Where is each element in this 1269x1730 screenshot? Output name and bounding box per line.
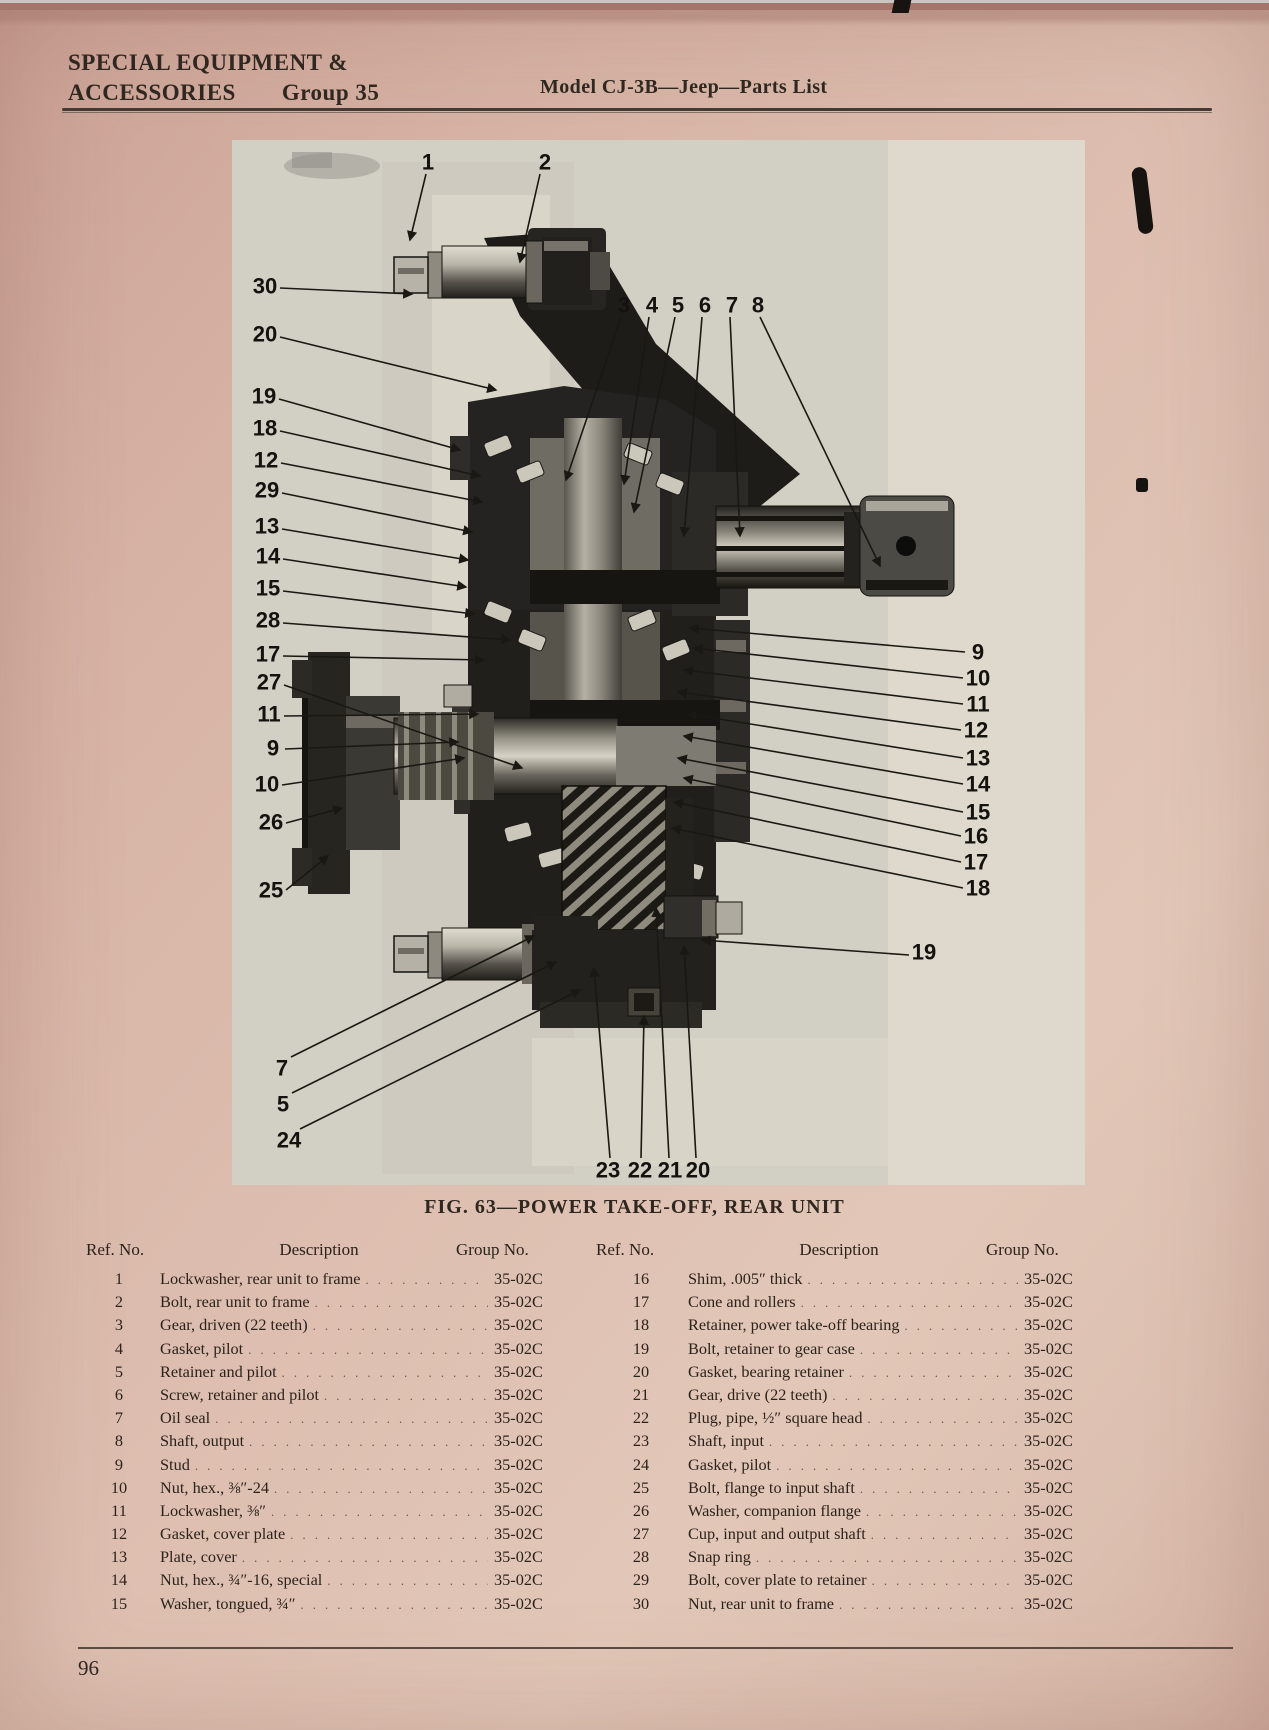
table-row xyxy=(80,1362,560,1385)
ref-no: 29 xyxy=(632,1570,650,1590)
dot-leader xyxy=(839,1598,1018,1613)
group-no: 35-02C xyxy=(1024,1431,1073,1451)
table-row xyxy=(596,1455,1094,1478)
group-no: 35-02C xyxy=(1024,1570,1073,1590)
figure-callout-number: 14 xyxy=(965,771,991,797)
page-number: 96 xyxy=(78,1656,99,1680)
table-row xyxy=(596,1385,1094,1408)
group-no: 35-02C xyxy=(1024,1547,1073,1567)
part-description: Shaft, input xyxy=(688,1431,764,1451)
ref-no: 15 xyxy=(110,1593,128,1613)
header-rule xyxy=(62,108,1212,111)
figure-callout-number: 5 xyxy=(276,1091,290,1117)
figure-callout-number: 15 xyxy=(255,575,281,601)
figure-callout-number: 29 xyxy=(254,477,280,503)
figure-callout-number: 10 xyxy=(254,771,280,797)
ref-no: 4 xyxy=(114,1338,124,1358)
figure-callout-number: 13 xyxy=(965,745,991,771)
group-no: 35-02C xyxy=(1024,1477,1073,1497)
ref-no: 19 xyxy=(632,1338,650,1358)
figure-callout-number: 15 xyxy=(965,799,991,825)
table-row xyxy=(596,1408,1094,1431)
dot-leader xyxy=(866,1505,1018,1520)
group-no: 35-02C xyxy=(1024,1454,1073,1474)
part-description: Shaft, output xyxy=(160,1431,245,1451)
figure-callout-number: 27 xyxy=(256,669,282,695)
group-no: 35-02C xyxy=(494,1315,543,1335)
dot-leader xyxy=(832,1389,1018,1404)
figure-callout-number: 6 xyxy=(698,292,712,318)
figure-callout-number: 12 xyxy=(253,447,279,473)
part-description: Gasket, pilot xyxy=(160,1338,244,1358)
part-description: Screw, retainer and pilot xyxy=(160,1384,319,1404)
group-no: 35-02C xyxy=(494,1570,543,1590)
ref-no: 9 xyxy=(114,1454,124,1474)
ref-no: 10 xyxy=(110,1477,128,1497)
part-description: Oil seal xyxy=(160,1408,211,1428)
table-rows xyxy=(596,1269,1094,1617)
figure-callout-number: 16 xyxy=(963,823,989,849)
group-no: 35-02C xyxy=(494,1408,543,1428)
figure-callout-number: 4 xyxy=(645,292,659,318)
part-description: Lockwasher, rear unit to frame xyxy=(160,1269,361,1288)
dot-leader xyxy=(801,1296,1018,1311)
table-row xyxy=(80,1315,560,1338)
table-row xyxy=(80,1431,560,1454)
figure-callout-number: 28 xyxy=(255,607,281,633)
ref-no: 20 xyxy=(632,1361,650,1381)
ref-no: 16 xyxy=(632,1269,650,1288)
figure-callout-number: 8 xyxy=(751,292,765,318)
table-row xyxy=(596,1292,1094,1315)
figure-callout-number: 18 xyxy=(252,415,278,441)
dot-leader xyxy=(301,1598,489,1613)
dot-leader xyxy=(248,1343,488,1358)
table-row xyxy=(596,1362,1094,1385)
dot-leader xyxy=(905,1319,1018,1334)
ref-no: 6 xyxy=(114,1384,124,1404)
figure-callout-number: 22 xyxy=(627,1157,653,1183)
figure-callout-number: 11 xyxy=(966,691,990,717)
scan-edge-band xyxy=(0,0,1269,26)
group-no: 35-02C xyxy=(494,1524,543,1544)
figure-callout-number: 20 xyxy=(685,1157,711,1183)
group-no: 35-02C xyxy=(494,1431,543,1451)
col-header-description: Description xyxy=(799,1240,879,1259)
figure-callout-number: 24 xyxy=(276,1127,302,1153)
figure-callout-number: 18 xyxy=(965,875,991,901)
part-description: Stud xyxy=(160,1454,190,1474)
table-row xyxy=(596,1524,1094,1547)
parts-table-right xyxy=(596,1240,1094,1617)
table-header xyxy=(80,1240,560,1260)
ref-no: 8 xyxy=(114,1431,124,1451)
ref-no: 28 xyxy=(632,1547,650,1567)
ref-no: 1 xyxy=(114,1269,124,1288)
dot-leader xyxy=(860,1482,1018,1497)
table-row xyxy=(80,1339,560,1362)
col-header-ref: Ref. No. xyxy=(86,1240,145,1259)
figure-callout-number: 12 xyxy=(963,717,989,743)
footer-rule xyxy=(78,1647,1233,1649)
group-no: 35-02C xyxy=(494,1384,543,1404)
col-header-group: Group No. xyxy=(456,1240,529,1259)
part-description: Nut, hex., ⅜″-24 xyxy=(160,1477,269,1497)
table-row xyxy=(596,1594,1094,1617)
table-row xyxy=(80,1408,560,1431)
dot-leader xyxy=(195,1459,488,1474)
part-description: Lockwasher, ⅜″ xyxy=(160,1500,267,1520)
dot-leader xyxy=(282,1366,488,1381)
table-row xyxy=(596,1547,1094,1570)
figure-callout-number: 19 xyxy=(251,383,277,409)
figure-callout-number: 14 xyxy=(255,543,281,569)
part-description: Nut, rear unit to frame xyxy=(688,1593,835,1613)
col-header-description: Description xyxy=(279,1240,359,1259)
part-description: Bolt, flange to input shaft xyxy=(688,1477,855,1497)
page-title: Model CJ-3B—Jeep—Parts List xyxy=(540,76,828,98)
group-no: 35-02C xyxy=(494,1547,543,1567)
table-row xyxy=(80,1570,560,1593)
table-row xyxy=(596,1315,1094,1338)
group-no: 35-02C xyxy=(1024,1408,1073,1428)
scan-artifact-mark xyxy=(892,0,912,13)
figure-callout-number: 13 xyxy=(254,513,280,539)
figure-callout-number: 7 xyxy=(725,292,739,318)
table-row xyxy=(596,1570,1094,1593)
dot-leader xyxy=(776,1459,1018,1474)
group-no: 35-02C xyxy=(1024,1315,1073,1335)
group-no: 35-02C xyxy=(1024,1384,1073,1404)
ref-no: 24 xyxy=(632,1454,650,1474)
part-description: Gasket, bearing retainer xyxy=(688,1361,844,1381)
section-header xyxy=(68,48,379,108)
col-header-ref: Ref. No. xyxy=(596,1240,655,1259)
part-description: Washer, companion flange xyxy=(688,1500,861,1520)
part-description: Nut, hex., ¾″-16, special xyxy=(160,1570,323,1590)
group-no: 35-02C xyxy=(494,1477,543,1497)
table-row xyxy=(596,1501,1094,1524)
dot-leader xyxy=(860,1343,1018,1358)
dot-leader xyxy=(215,1412,488,1427)
part-description: Bolt, rear unit to frame xyxy=(160,1292,310,1312)
ref-no: 18 xyxy=(632,1315,650,1335)
ref-no: 13 xyxy=(110,1547,128,1567)
figure-callout-number: 21 xyxy=(657,1157,683,1183)
figure-callout-number: 23 xyxy=(595,1157,621,1183)
figure-callout-number: 19 xyxy=(911,939,937,965)
ref-no: 7 xyxy=(114,1408,124,1428)
figure-callout-number: 17 xyxy=(255,641,281,667)
group-no: 35-02C xyxy=(494,1500,543,1520)
ref-no: 11 xyxy=(111,1500,127,1520)
dot-leader xyxy=(271,1505,488,1520)
part-description: Gear, driven (22 teeth) xyxy=(160,1315,308,1335)
dot-leader xyxy=(249,1435,488,1450)
table-row xyxy=(80,1594,560,1617)
dot-leader xyxy=(327,1574,488,1589)
table-rows xyxy=(80,1269,560,1617)
group-no: 35-02C xyxy=(494,1361,543,1381)
dot-leader xyxy=(769,1435,1018,1450)
group-no: 35-02C xyxy=(494,1593,543,1613)
part-description: Retainer and pilot xyxy=(160,1361,277,1381)
ref-no: 30 xyxy=(632,1593,650,1613)
part-description: Washer, tongued, ¾″ xyxy=(160,1593,296,1613)
ref-no: 26 xyxy=(632,1500,650,1520)
figure-callout-number: 9 xyxy=(266,735,280,761)
group-no: 35-02C xyxy=(494,1292,543,1312)
section-header-line1: SPECIAL EQUIPMENT & xyxy=(68,50,349,75)
table-row xyxy=(596,1269,1094,1292)
part-description: Cone and rollers xyxy=(688,1292,796,1312)
scan-artifact-mark xyxy=(1131,166,1154,234)
figure-callout-number: 7 xyxy=(275,1055,289,1081)
part-description: Gear, drive (22 teeth) xyxy=(688,1384,828,1404)
table-row xyxy=(80,1478,560,1501)
part-description: Gasket, pilot xyxy=(688,1454,772,1474)
dot-leader xyxy=(274,1482,488,1497)
ref-no: 22 xyxy=(632,1408,650,1428)
figure-callout-number: 2 xyxy=(538,149,552,175)
ref-no: 17 xyxy=(632,1292,650,1312)
table-row xyxy=(596,1339,1094,1362)
parts-table-left xyxy=(80,1240,560,1617)
dot-leader xyxy=(871,1528,1018,1543)
table-row xyxy=(80,1292,560,1315)
ref-no: 2 xyxy=(114,1292,124,1312)
part-description: Plate, cover xyxy=(160,1547,237,1567)
part-description: Gasket, cover plate xyxy=(160,1524,286,1544)
table-row xyxy=(80,1269,560,1292)
figure-callout-number: 10 xyxy=(965,665,991,691)
ref-no: 27 xyxy=(632,1524,650,1544)
figure-caption: FIG. 63—POWER TAKE-OFF, REAR UNIT xyxy=(424,1196,845,1218)
group-no: 35-02C xyxy=(1024,1269,1073,1288)
part-description: Bolt, retainer to gear case xyxy=(688,1338,855,1358)
table-row xyxy=(80,1455,560,1478)
table-row xyxy=(80,1501,560,1524)
part-description: Shim, .005″ thick xyxy=(688,1269,803,1288)
ref-no: 21 xyxy=(632,1384,650,1404)
part-description: Snap ring xyxy=(688,1547,751,1567)
group-no: 35-02C xyxy=(1024,1500,1073,1520)
dot-leader xyxy=(315,1296,488,1311)
pto-cross-section-illustration xyxy=(232,140,1085,1185)
dot-leader xyxy=(290,1528,488,1543)
dot-leader xyxy=(313,1319,488,1334)
group-no: 35-02C xyxy=(1024,1361,1073,1381)
part-description: Plug, pipe, ½″ square head xyxy=(688,1408,863,1428)
group-no: 35-02C xyxy=(494,1454,543,1474)
group-no: 35-02C xyxy=(494,1269,543,1288)
figure-callout-number: 26 xyxy=(258,809,284,835)
figure-callout-number: 3 xyxy=(617,292,631,318)
dot-leader xyxy=(366,1273,488,1288)
section-header-line2: ACCESSORIES Group 35 xyxy=(68,80,380,105)
group-no: 35-02C xyxy=(1024,1338,1073,1358)
figure-callout-number: 1 xyxy=(421,149,435,175)
ref-no: 25 xyxy=(632,1477,650,1497)
figure-callout-number: 5 xyxy=(671,292,685,318)
table-row xyxy=(80,1385,560,1408)
table-row xyxy=(80,1547,560,1570)
group-no: 35-02C xyxy=(1024,1593,1073,1613)
part-description: Cup, input and output shaft xyxy=(688,1524,866,1544)
table-row xyxy=(596,1431,1094,1454)
figure-callout-number: 20 xyxy=(252,321,278,347)
part-description: Bolt, cover plate to retainer xyxy=(688,1570,867,1590)
dot-leader xyxy=(868,1412,1018,1427)
ref-no: 5 xyxy=(114,1361,124,1381)
ref-no: 12 xyxy=(110,1524,128,1544)
ref-no: 14 xyxy=(110,1570,128,1590)
ref-no: 3 xyxy=(114,1315,124,1335)
figure-callout-number: 17 xyxy=(963,849,989,875)
table-header xyxy=(596,1240,1094,1260)
dot-leader xyxy=(872,1574,1018,1589)
dot-leader xyxy=(807,1273,1018,1288)
part-description: Retainer, power take-off bearing xyxy=(688,1315,900,1335)
group-no: 35-02C xyxy=(1024,1524,1073,1544)
figure-callout-number: 25 xyxy=(258,877,284,903)
dot-leader xyxy=(242,1551,488,1566)
dot-leader xyxy=(324,1389,488,1404)
dot-leader xyxy=(849,1366,1018,1381)
figure-callout-number: 11 xyxy=(257,701,281,727)
table-row xyxy=(596,1478,1094,1501)
col-header-group: Group No. xyxy=(986,1240,1059,1259)
figure-callout-number: 30 xyxy=(252,273,278,299)
dot-leader xyxy=(756,1551,1018,1566)
figure-callout-number: 9 xyxy=(971,639,985,665)
ref-no: 23 xyxy=(632,1431,650,1451)
group-no: 35-02C xyxy=(494,1338,543,1358)
scan-artifact-mark xyxy=(1136,478,1148,492)
group-no: 35-02C xyxy=(1024,1292,1073,1312)
table-row xyxy=(80,1524,560,1547)
